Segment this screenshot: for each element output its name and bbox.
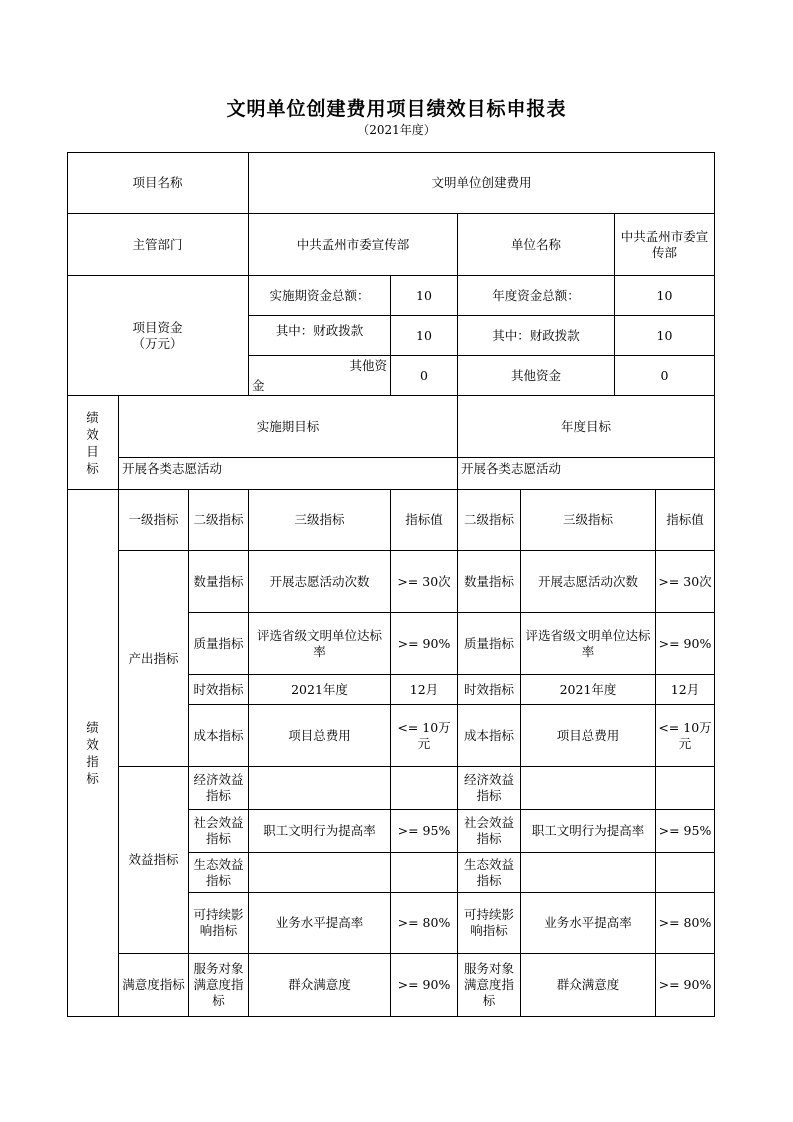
ind-l2: 社会效益指标 (189, 810, 249, 853)
output-indicator-label: 产出指标 (119, 551, 189, 767)
ind-l2: 经济效益指标 (189, 767, 249, 810)
ind-l3-year: 2021年度 (521, 675, 656, 705)
ind-value-year: <= 10万元 (656, 705, 715, 767)
ind-l2-year: 服务对象满意度指标 (458, 954, 521, 1017)
impl-fiscal-value: 10 (391, 316, 458, 356)
ind-l3: 群众满意度 (249, 954, 391, 1017)
ind-l3: 职工文明行为提高率 (249, 810, 391, 853)
funds-label (67, 276, 249, 396)
ind-value (391, 853, 458, 893)
ind-value: >= 30次 (391, 551, 458, 613)
ind-value-year: 12月 (656, 675, 715, 705)
ind-l3: 评选省级文明单位达标率 (249, 613, 391, 675)
dept-label: 主管部门 (67, 214, 249, 276)
header-level2-year: 二级指标 (458, 490, 521, 551)
header-level1: 一级指标 (119, 490, 189, 551)
ind-value: 12月 (391, 675, 458, 705)
ind-l3: 业务水平提高率 (249, 893, 391, 954)
header-level2: 二级指标 (189, 490, 249, 551)
impl-other-label-part1: 其他资 (349, 358, 387, 373)
ind-l3 (249, 853, 391, 893)
ind-l2: 服务对象满意度指标 (189, 954, 249, 1017)
ind-l3-year (521, 767, 656, 810)
ind-value-year: >= 90% (656, 613, 715, 675)
ind-l2: 生态效益指标 (189, 853, 249, 893)
unit-value: 中共孟州市委宣传部 (615, 214, 715, 276)
form-year: （2021年度） (357, 123, 436, 137)
ind-l2: 质量指标 (189, 613, 249, 675)
impl-total-label: 实施期资金总额： (249, 276, 391, 316)
ind-l2: 成本指标 (189, 705, 249, 767)
ind-l3: 2021年度 (249, 675, 391, 705)
year-goal-text: 开展各类志愿活动 (458, 458, 715, 490)
ind-l3-year: 项目总费用 (521, 705, 656, 767)
form-title: 文明单位创建费用项目绩效目标申报表 (226, 98, 567, 120)
unit-label: 单位名称 (458, 214, 615, 276)
year-other-label: 其他资金 (458, 356, 615, 396)
header-level3: 三级指标 (249, 490, 391, 551)
ind-l2-year: 质量指标 (458, 613, 521, 675)
ind-l3-year: 评选省级文明单位达标率 (521, 613, 656, 675)
ind-l3-year: 群众满意度 (521, 954, 656, 1017)
ind-value-year (656, 853, 715, 893)
ind-l3: 项目总费用 (249, 705, 391, 767)
impl-total-value: 10 (391, 276, 458, 316)
ind-value-year (656, 767, 715, 810)
ind-l3: 开展志愿活动次数 (249, 551, 391, 613)
impl-goal-text: 开展各类志愿活动 (119, 458, 458, 490)
year-fiscal-label: 其中：财政拨款 (458, 316, 615, 356)
ind-l2: 时效指标 (189, 675, 249, 705)
funds-label-line1: 项目资金 (132, 319, 183, 335)
year-total-value: 10 (615, 276, 715, 316)
satisfaction-indicator-label: 满意度指标 (119, 954, 189, 1017)
ind-l3-year: 职工文明行为提高率 (521, 810, 656, 853)
ind-l2-year: 可持续影响指标 (458, 893, 521, 954)
header-value-year: 指标值 (656, 490, 715, 551)
ind-l2-year: 数量指标 (458, 551, 521, 613)
ind-l2-year: 社会效益指标 (458, 810, 521, 853)
project-name-label: 项目名称 (67, 152, 249, 214)
year-goal-header: 年度目标 (458, 396, 715, 458)
year-total-label: 年度资金总额： (458, 276, 615, 316)
ind-l2: 数量指标 (189, 551, 249, 613)
ind-value-year: >= 30次 (656, 551, 715, 613)
ind-value (391, 767, 458, 810)
ind-l3 (249, 767, 391, 810)
project-name-value: 文明单位创建费用 (249, 152, 715, 214)
goals-section-label: 绩效目标 (67, 396, 119, 490)
ind-l2: 可持续影响指标 (189, 893, 249, 954)
ind-value-year: >= 90% (656, 954, 715, 1017)
ind-value-year: >= 80% (656, 893, 715, 954)
ind-value: >= 80% (391, 893, 458, 954)
impl-other-value: 0 (391, 356, 458, 396)
ind-value: >= 95% (391, 810, 458, 853)
dept-value: 中共孟州市委宣传部 (249, 214, 458, 276)
ind-l3-year: 开展志愿活动次数 (521, 551, 656, 613)
ind-l3-year (521, 853, 656, 893)
ind-l2-year: 经济效益指标 (458, 767, 521, 810)
impl-fiscal-label: 其中：财政拨款 (249, 316, 391, 356)
ind-value: >= 90% (391, 954, 458, 1017)
funds-label-line2: （万元） (132, 335, 183, 351)
header-value: 指标值 (391, 490, 458, 551)
year-fiscal-value: 10 (615, 316, 715, 356)
ind-value-year: >= 95% (656, 810, 715, 853)
impl-other-label (249, 356, 391, 396)
impl-goal-header: 实施期目标 (119, 396, 458, 458)
ind-value: >= 90% (391, 613, 458, 675)
impl-other-label-part2: 金 (252, 378, 265, 393)
ind-l3-year: 业务水平提高率 (521, 893, 656, 954)
indicators-section-label: 绩效指标 (67, 490, 119, 1017)
ind-value: <= 10万元 (391, 705, 458, 767)
ind-l2-year: 生态效益指标 (458, 853, 521, 893)
benefit-indicator-label: 效益指标 (119, 767, 189, 954)
year-other-value: 0 (615, 356, 715, 396)
ind-l2-year: 成本指标 (458, 705, 521, 767)
header-level3-year: 三级指标 (521, 490, 656, 551)
ind-l2-year: 时效指标 (458, 675, 521, 705)
